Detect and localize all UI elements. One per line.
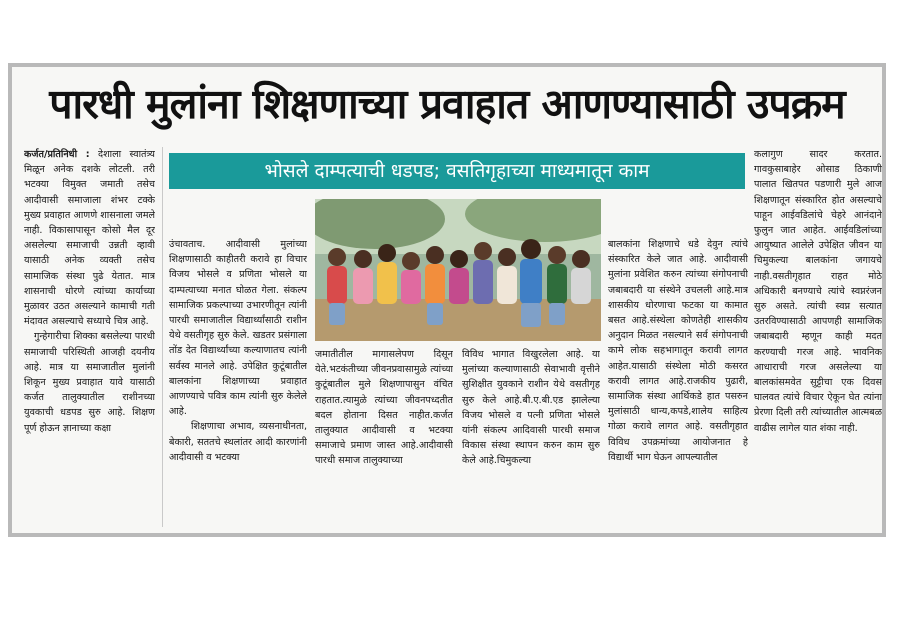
article-column-3 — [315, 347, 453, 527]
article-column-6 — [754, 147, 882, 527]
column-5-paragraph-1: बालकांना शिक्षणाचे धडे देवुन त्यांचे संस्कारित केले जात आहे. आदीवासी मुलांना प्रवेशित करुन त्यांच्या संगोपनाची जबाबदारी या संस्थेने उचलली आहे.मात्र शासकीय धोरणाचा फटका या कामात बसत आहे.संस्थेला कोणतेही शासकीय अनुदान मिळत नसल्याने सर्व संगोपनाची कामे लोक सहभागातून करावी लागत आहेत.यासाठी संस्थेला मोठी कसरत करावी लागत आहे.राजकीय पुढारी, सामाजिक संस्था आर्थिकडे हात पसरुन मुलांसाठी धान्य,कपडे,शालेय साहित्य गोळा करावे लागत आहे. वसतीगृहात विविध उपक्रमांच्या आयोजनात हे विद्यार्थी भाग घेऊन आपल्यातील — [608, 239, 748, 463]
group-photo-children — [315, 199, 601, 341]
column-4-paragraph-1: विविध भागात विखुरलेला आहे. या मुलांच्या कल्याणासाठी सेवाभावी वृत्तीने सुशिक्षीत युवकाने राशीन येथे वसतीगृह सुरु केले आहे.बी.ए.बी.एड झालेल्या विजय भोसले व पत्नी प्रणिता भोसले यांनी संकल्प आदिवासी पारधी समाज विकास संस्था स्थापन करुन काम सुरु केले आहे.चिमुकल्या — [462, 349, 600, 467]
byline: कर्जत/प्रतिनिधी : — [24, 149, 90, 160]
column-3-paragraph-1: जमातीतील मागासलेपण दिसून येते.भटकंतीच्या जीवनप्रवासामुळे त्यांच्या कुटूंबातील मुले शिक्षणापासुन वंचित राहतात.त्यामुळे त्यांच्या जीवनपध्दतीत बदल होताना दिसत नाहीत.कर्जत तालुक्यात आदीवासी व भटक्या समाजाचे प्रमाण जास्त आहे.आदीवासी पारधी समाज तालुक्याच्या — [315, 349, 453, 467]
subheadline-banner: भोसले दाम्पत्याची धडपड; वसतिगृहाच्या माध्यमातून काम — [169, 153, 745, 189]
column-2-paragraph-2: शिक्षणाचा अभाव, व्यसनाधीनता, बेकारी, सततचे स्थलांतर आदी कारणांनी आदीवासी व भटक्या — [169, 421, 307, 463]
photo-illustration — [315, 199, 601, 341]
article-column-1 — [24, 147, 155, 527]
newspaper-clipping — [8, 63, 886, 537]
headline: पारधी मुलांना शिक्षणाच्या प्रवाहात आणण्यासाठी उपक्रम — [49, 80, 845, 128]
article-column-2 — [169, 237, 307, 527]
column-1-paragraph-1 — [24, 147, 155, 329]
article-column-5 — [608, 237, 748, 617]
column-1-paragraph-2: गुन्हेगारीचा शिक्का बसलेल्या पारधी समाजाची परिस्थिती आजही दयनीय आहे. मात्र या समाजातील मुलांनी शिकून मुख्य प्रवाहात यावे यासाठी कर्जत तालुक्यातील राशीनच्या युवकाची धडपड सुरु आहे. शिक्षण पूर्ण होऊन ज्ञानाच्या कक्षा — [24, 331, 155, 434]
article-column-4 — [462, 347, 600, 527]
column-divider — [162, 147, 163, 527]
column-6-paragraph-1: कलागुण सादर करतात. गावकुसाबाहेर ओसाड ठिकाणी पालात खितपत पडणारी मुले आज शिक्षणातून संस्कारित होत असल्याचे पाहून आईवडिलांचे चेहरे आनंदाने फुलुन जात आहेत. आईवडिलांच्या आयुष्यात आलेले उपेक्षित जीवन या चिमुकल्या बालकांना जगायचे नाही.वसतीगृहात राहत मोठे अधिकारी बनण्याचे त्यांचे स्वप्नरंजन सुरु असते. त्यांची स्वप्न सत्यात उतरविण्यासाठी आपणही सामाजिक जबाबदारी म्हणून काही मदत करण्याची गरज आहे. भावनिक आधाराची गरज असलेल्या या बालकांसमवेत सुट्टीचा एक दिवस घालवत त्यांचे विचार ऐकून घेत त्यांना प्रेरणा दिली तरी त्यांच्यातील आत्मबळ वाढीस लागेल यात शंका नाही. — [754, 149, 882, 434]
column-1-text-1: देशाला स्वातंत्र्य मिळून अनेक दशके लोटली. तरी भटक्या विमुक्त जमाती तसेच आदीवासी समाजाला शंभर टक्के मुख्य प्रवाहात आणणे शासनाला जमले नाही. विकासापासून कोसो मैल दूर असलेल्या समाजाची उन्नती व्हावी यासाठी अनेक व्यक्ती तसेच सामाजिक संस्था पुढे येतात. मात्र शासनाची धोरणे त्यांच्या कार्याच्या मुळावर उठत असल्याने कामाची गती मंदावत असल्याचे सध्याचे चित्र आहे. — [24, 149, 155, 328]
column-2-paragraph-1: उंचावताच. आदीवासी मुलांच्या शिक्षणासाठी काहीतरी करावे हा विचार विजय भोसले व प्रणिता भोसले या दाम्पत्याच्या मनात घोळत गेला. संकल्प सामाजिक प्रकल्पाच्या उभारणीतून त्यांनी पारधी समाजातील विद्यार्थ्यांसाठी राशीन येथे वसतीगृह सुरु केले. खडतर प्रसंगाला तोंड देत विद्यार्थ्यांच्या कल्याणातच त्यांनी सर्वस्व मानले आहे. उपेक्षित कुटूंबातील बालकांना शिक्षणाच्या प्रवाहात आणण्याचे पवित्र काम त्यांनी सुरु केलेले आहे. — [169, 239, 307, 418]
